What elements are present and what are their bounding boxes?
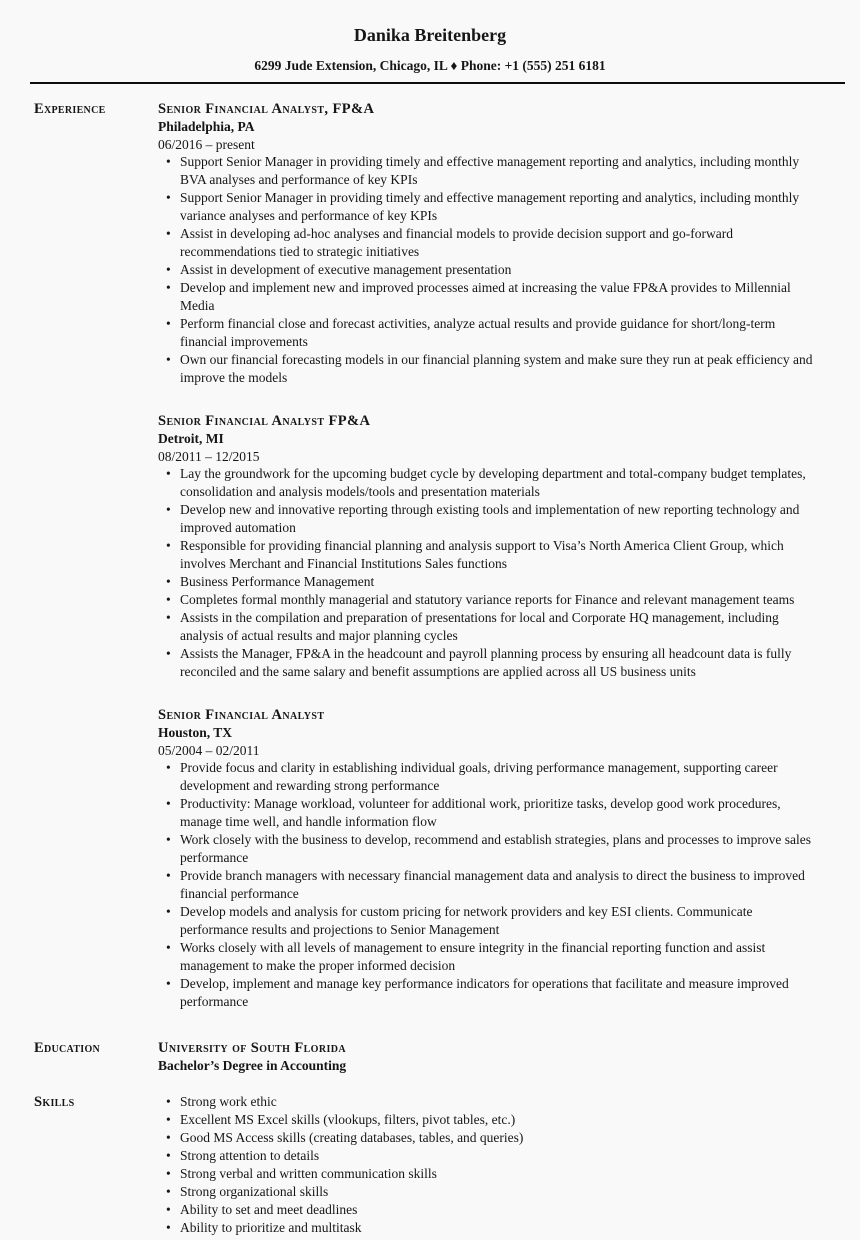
job-bullet-list [158, 153, 818, 387]
section-label-experience: Experience [34, 101, 106, 117]
experience-bullet: • Completes formal monthly managerial and statutory variance reports for Finance and relevant management teams [158, 591, 818, 609]
experience-bullet: • Business Performance Management [158, 573, 818, 591]
experience-bullet: • Support Senior Manager in providing timely and effective management reporting and analytics, including monthly variance analyses and performance of key KPIs [158, 189, 818, 225]
job-bullet-list [158, 759, 818, 1011]
job-entry-3 [158, 706, 818, 1011]
section-label-education: Education [34, 1040, 101, 1056]
resume-header [0, 25, 860, 84]
skill-item: • Strong work ethic [158, 1093, 818, 1111]
job-location: Philadelphia, PA [158, 119, 255, 134]
skill-item: • Excellent MS Excel skills (vlookups, filters, pivot tables, etc.) [158, 1111, 818, 1129]
skill-item: • Strong attention to details [158, 1147, 818, 1165]
education-content [158, 1039, 818, 1075]
degree-name: Bachelor’s Degree in Accounting [158, 1058, 347, 1073]
candidate-name: Danika Breitenberg [353, 25, 507, 45]
experience-bullet: • Develop, implement and manage key performance indicators for operations that facilitate and measure improved performance [158, 975, 818, 1011]
experience-bullet: • Assists the Manager, FP&A in the headcount and payroll planning process by ensuring all headcount data is fully reconciled and the same salary and benefit assumptions are applied across all US business units [158, 645, 818, 681]
experience-bullet: • Productivity: Manage workload, volunteer for additional work, prioritize tasks, develop good work procedures, manage time well, and handle information flow [158, 795, 818, 831]
experience-bullet: • Work closely with the business to develop, recommend and establish strategies, plans and processes to improve sales performance [158, 831, 818, 867]
job-location: Detroit, MI [158, 431, 224, 446]
experience-bullet: • Provide focus and clarity in establishing individual goals, driving performance management, supporting career development and rewarding strong performance [158, 759, 818, 795]
section-education [0, 1039, 860, 1075]
job-entry-1 [158, 100, 818, 387]
experience-bullet: • Assists in the compilation and preparation of presentations for local and Corporate HQ management, including analysis of actual results and major planning cycles [158, 609, 818, 645]
job-title: Senior Financial Analyst [158, 707, 325, 723]
skills-label-column [0, 1093, 158, 1237]
experience-bullet: • Works closely with all levels of management to ensure integrity in the financial reporting function and assist management to make the proper informed decision [158, 939, 818, 975]
experience-label-column [0, 100, 158, 1011]
skill-item: • Ability to prioritize and multitask [158, 1219, 818, 1237]
job-entry-2 [158, 412, 818, 681]
experience-content [158, 100, 818, 1011]
experience-bullet: • Develop models and analysis for custom pricing for network providers and key ESI clients. Communicate performance results and projections to Senior Management [158, 903, 818, 939]
experience-bullet: • Lay the groundwork for the upcoming budget cycle by developing department and total-company budget templates, consolidation and analysis models/tools and presentation materials [158, 465, 818, 501]
section-experience [0, 100, 860, 1011]
experience-bullet: • Perform financial close and forecast activities, analyze actual results and provide guidance for short/long-term financial improvements [158, 315, 818, 351]
contact-line: 6299 Jude Extension, Chicago, IL ♦ Phone: +1 (555) 251 6181 [254, 58, 606, 73]
section-label-skills: Skills [34, 1094, 75, 1110]
education-label-column [0, 1039, 158, 1075]
skills-list [158, 1093, 818, 1237]
skills-content [158, 1093, 818, 1237]
header-divider [30, 82, 845, 84]
school-name: University of South Florida [158, 1040, 346, 1056]
job-title: Senior Financial Analyst FP&A [158, 413, 371, 429]
job-dates: 08/2011 – 12/2015 [158, 449, 260, 464]
job-dates: 06/2016 – present [158, 137, 255, 152]
skill-item: • Strong organizational skills [158, 1183, 818, 1201]
experience-bullet: • Develop and implement new and improved processes aimed at increasing the value FP&A provides to Millennial Media [158, 279, 818, 315]
skill-item: • Strong verbal and written communication skills [158, 1165, 818, 1183]
experience-bullet: • Assist in developing ad-hoc analyses and financial models to provide decision support and go-forward recommendations tied to strategic initiatives [158, 225, 818, 261]
skill-item: • Ability to set and meet deadlines [158, 1201, 818, 1219]
job-title: Senior Financial Analyst, FP&A [158, 101, 375, 117]
job-location: Houston, TX [158, 725, 233, 740]
job-bullet-list [158, 465, 818, 681]
section-skills [0, 1093, 860, 1237]
experience-bullet: • Support Senior Manager in providing timely and effective management reporting and analytics, including monthly BVA analyses and performance of key KPIs [158, 153, 818, 189]
experience-bullet: • Provide branch managers with necessary financial management data and analysis to direct the business to improved financial performance [158, 867, 818, 903]
experience-bullet: • Develop new and innovative reporting through existing tools and implementation of new reporting technology and improved automation [158, 501, 818, 537]
experience-bullet: • Own our financial forecasting models in our financial planning system and make sure they run at peak efficiency and improve the models [158, 351, 818, 387]
experience-bullet: • Assist in development of executive management presentation [158, 261, 818, 279]
experience-bullet: • Responsible for providing financial planning and analysis support to Visa’s North America Client Group, which involves Merchant and Financial Institutions Sales functions [158, 537, 818, 573]
job-dates: 05/2004 – 02/2011 [158, 743, 260, 758]
skill-item: • Good MS Access skills (creating databases, tables, and queries) [158, 1129, 818, 1147]
